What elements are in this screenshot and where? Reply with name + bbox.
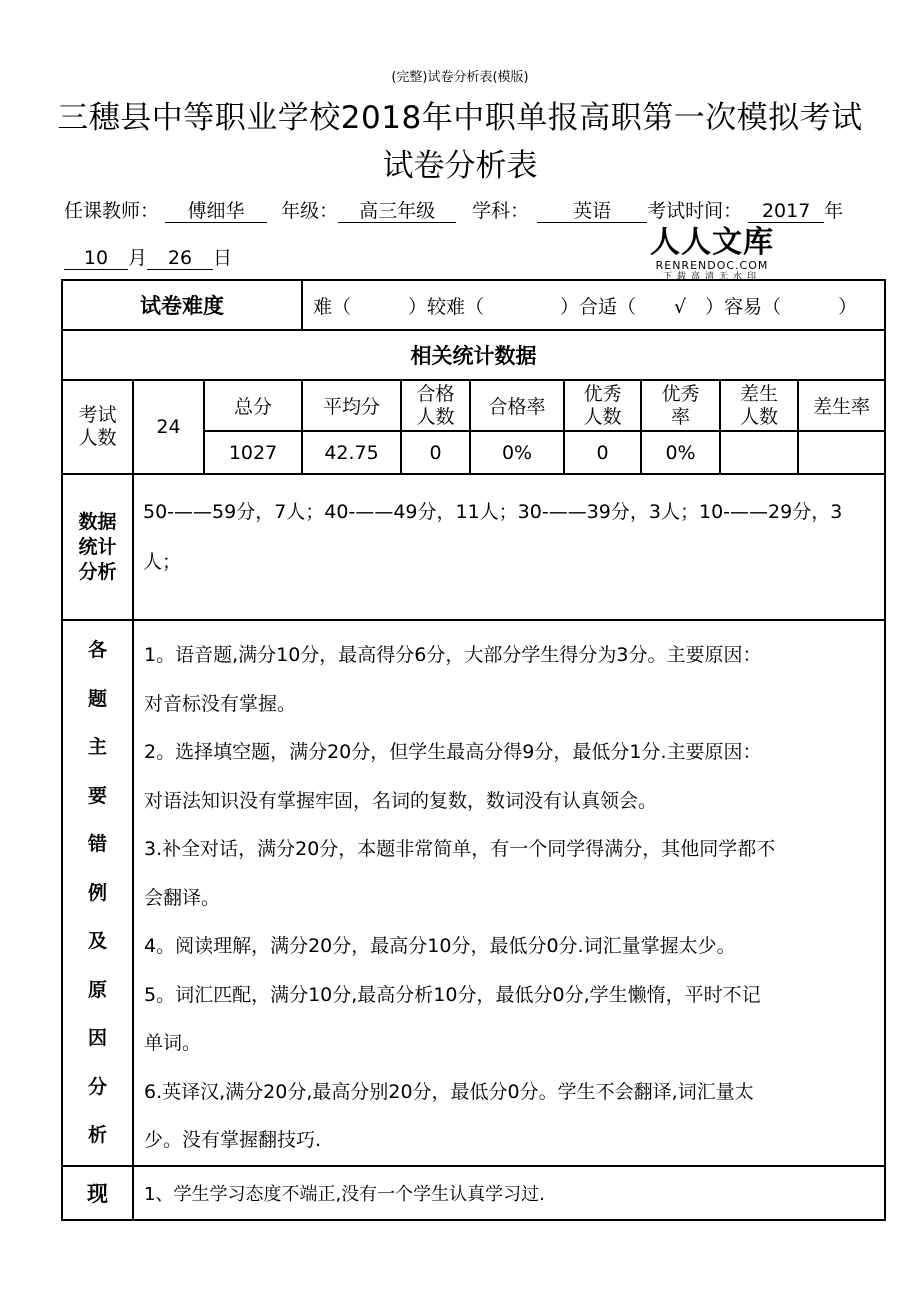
difficulty-row [62,280,885,330]
stats-headers-row [62,380,885,431]
errors-label-char: 主 [87,736,107,758]
errors-label-char: 例 [87,881,107,904]
error-line: 4。阅读理解，满分20分，最高分10分，最低分0分.词汇量掌握太少。 [144,935,736,957]
error-line: 6.英译汉,满分20分,最高分别20分，最低分0分。学生不会翻译,词汇量太 [144,1080,754,1103]
year-unit: 年 [824,200,844,222]
errors-text [133,620,885,1166]
subject-label: 学科： [472,200,530,222]
value-pass-rate: 0% [470,431,564,474]
error-line: 2。选择填空题，满分20分，但学生最高分得9分，最低分1分.主要原因： [144,741,762,763]
error-line: 对音标没有掌握。 [144,692,297,715]
exam-people-label-1: 考试 [78,404,117,426]
error-line: 对语法知识没有掌握牢固，名词的复数，数词没有认真领会。 [144,789,658,812]
header-excellent-rate-1: 优秀 [661,382,700,405]
watermark-url: RENRENDOC.COM [655,259,769,272]
top-caption: (完整)试卷分析表(模版) [391,70,529,85]
errors-label-char: 要 [87,784,107,807]
stats-header: 相关统计数据 [62,330,885,380]
page-subtitle: 试卷分析表 [382,148,538,184]
header-excellent-rate [641,380,720,431]
analysis-label [62,474,133,620]
month-unit: 月 [128,247,148,269]
header-poor-count-2: 人数 [740,405,779,428]
day-value: 26 [147,247,213,270]
analysis-label-1: 数据 [78,510,117,533]
teacher-value: 傅细华 [165,200,267,223]
value-excellent-rate: 0% [641,431,720,474]
value-poor-rate [798,431,885,474]
exam-people-label-2: 人数 [78,427,117,449]
error-line: 3.补全对话，满分20分，本题非常简单，有一个同学得满分，其他同学都不 [144,838,776,860]
teacher-label: 任课教师： [64,200,160,222]
errors-row [62,620,885,1166]
error-line: 单词。 [144,1032,202,1054]
day-unit: 日 [213,247,233,269]
value-poor-count [720,431,798,474]
errors-label-char: 各 [87,639,107,661]
difficulty-label: 试卷难度 [62,280,302,330]
stats-header-row [62,330,885,380]
grade-label: 年级： [281,200,339,222]
exam-people-label [62,380,133,474]
errors-label-char: 因 [87,1027,107,1049]
page-title: 三穗县中等职业学校2018年中职单报高职第一次模拟考试 [57,100,863,136]
analysis-label-2: 统计 [78,535,117,558]
header-excellent-count-1: 优秀 [583,382,622,405]
error-line: 5。词汇匹配，满分10分,最高分析10分，最低分0分,学生懒惰，平时不记 [144,983,761,1006]
errors-label-char: 原 [87,978,107,1001]
info-line-1 [64,196,843,223]
value-total: 1027 [204,431,302,474]
header-excellent-count [564,380,641,431]
header-poor-count [720,380,798,431]
errors-label-char: 错 [87,833,107,855]
grade-value: 高三年级 [338,200,456,223]
errors-label-char: 及 [87,930,107,952]
value-average: 42.75 [302,431,401,474]
analysis-table [61,279,886,1221]
errors-label-char: 题 [87,687,107,710]
header-pass-rate: 合格率 [470,380,564,431]
header-poor-rate: 差生率 [798,380,885,431]
watermark-logo [648,227,776,283]
header-excellent-rate-2: 率 [671,405,691,428]
difficulty-options: 难（ ）较难（ ）合适（ √ ）容易（ ） [302,280,885,330]
header-poor-count-1: 差生 [740,382,779,405]
time-label: 考试时间： [647,200,743,222]
year-value: 2017 [748,200,824,223]
watermark-main: 人人文库 [650,225,774,260]
analysis-row [62,474,885,620]
month-value: 10 [64,247,128,270]
errors-label-char: 析 [87,1124,107,1146]
phenomenon-label: 现 [62,1166,133,1220]
header-pass-count-1: 合格 [416,382,455,405]
error-line: 会翻译。 [144,886,221,909]
analysis-label-3: 分析 [78,560,117,583]
errors-label [62,620,133,1166]
header-total: 总分 [204,380,302,431]
errors-label-char: 分 [87,1075,107,1098]
header-pass-count [401,380,470,431]
phenomenon-text: 1、学生学习态度不端正,没有一个学生认真学习过. [133,1166,885,1220]
analysis-text: 50-——59分，7人；40-——49分，11人；30-——39分，3人；10-——29分，3人； [133,474,885,620]
error-line: 少。没有掌握翻技巧. [144,1129,322,1151]
header-average: 平均分 [302,380,401,431]
header-pass-count-2: 人数 [416,405,455,428]
exam-people-value: 24 [133,380,204,474]
info-line-2 [64,243,232,270]
phenomenon-row [62,1166,885,1220]
header-excellent-count-2: 人数 [583,405,622,428]
value-excellent-count: 0 [564,431,641,474]
subject-value: 英语 [537,200,647,223]
error-line: 1。语音题,满分10分，最高得分6分，大部分学生得分为3分。主要原因： [144,644,762,666]
value-pass-count: 0 [401,431,470,474]
watermark-sub: 下载高清无水印 [662,272,761,282]
